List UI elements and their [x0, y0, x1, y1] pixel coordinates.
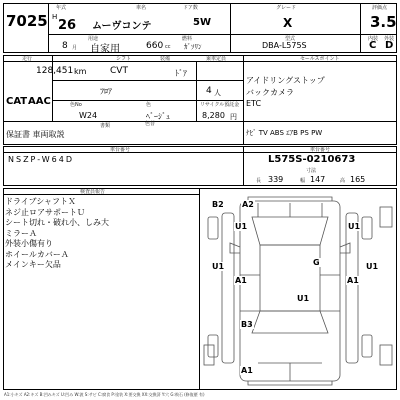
- equipment-cat: CAT: [6, 96, 28, 107]
- displacement-unit: cc: [165, 44, 171, 50]
- header-row-divider: [48, 34, 397, 35]
- damage-u1-center: U1: [297, 294, 310, 303]
- month-value: 8: [62, 41, 68, 51]
- documents-value: 保証書 車両取説: [6, 130, 65, 139]
- month-unit: 月: [72, 45, 78, 51]
- seats-value: 4: [206, 86, 212, 96]
- fuel-label: 燃料: [182, 36, 193, 42]
- color-label: 色: [146, 102, 152, 108]
- recycle-fee: 8,280: [202, 111, 225, 120]
- seating-label: 乗車定員: [206, 56, 227, 62]
- damage-a1-rear: A1: [241, 366, 253, 375]
- height-value: 165: [350, 175, 366, 184]
- recycle-unit: 円: [230, 113, 237, 121]
- model-code: DBA-L575S: [262, 41, 307, 50]
- sales-point-label: セールスポイント: [300, 56, 340, 62]
- damage-a2: A2: [242, 200, 254, 209]
- shift-type: ﾌﾛｱ: [100, 87, 112, 96]
- score-value: 3.5: [370, 13, 397, 31]
- interior-grade: C: [369, 40, 377, 51]
- damage-b3: B3: [241, 320, 253, 329]
- damage-u1-side-right: U1: [366, 262, 379, 271]
- width-value: 147: [310, 175, 326, 184]
- frame-label: 車台番号: [310, 147, 331, 153]
- damage-u1-right: U1: [348, 222, 361, 231]
- shift-label: シフト: [116, 56, 132, 62]
- doors-unit: ﾄﾞｱ: [175, 69, 187, 78]
- grade-value: X: [283, 16, 293, 30]
- color-code: W24: [79, 111, 98, 120]
- mileage-value: 128,451: [36, 66, 74, 76]
- car-diagram: [200, 195, 396, 390]
- documents-label: 書類: [100, 123, 111, 129]
- exterior-grade: D: [385, 40, 394, 51]
- body-row2: [52, 80, 243, 81]
- usage-value: 自家用: [90, 44, 120, 55]
- year-value: 26: [58, 18, 77, 33]
- length-value: 339: [268, 175, 284, 184]
- damage-u1-side-left: U1: [212, 262, 225, 271]
- color-no-label: 色No: [70, 102, 82, 108]
- chassis-code: NSZP-W64D: [8, 155, 75, 164]
- condition-2: ネジ止ロアサポートＵ: [5, 207, 85, 217]
- mileage-unit: km: [74, 67, 87, 76]
- condition-6: ホイールカバーＡ: [5, 249, 69, 259]
- options-value: ﾅﾋﾞ TV ABS ｴｱB PS PW: [246, 129, 323, 137]
- damage-u1-left: U1: [235, 222, 248, 231]
- era-mark: H: [52, 13, 58, 21]
- condition-3: シート切れ・破れ小、しみ大: [5, 218, 109, 227]
- dims-label: 寸法: [306, 168, 317, 174]
- usage-label: 用途: [88, 36, 99, 42]
- chassis-row: [3, 152, 397, 153]
- condition-label: 検査員報告: [80, 189, 106, 195]
- condition-4: ミラーＡ: [5, 228, 37, 238]
- chassis-label: 車台番号: [110, 147, 131, 153]
- frame-number: L575S-0210673: [268, 154, 356, 165]
- damage-a1-right: A1: [347, 276, 359, 285]
- displacement-value: 660: [146, 41, 164, 51]
- score-label: 評価点: [372, 5, 388, 11]
- year-label: 年式: [56, 5, 67, 11]
- body-row4: [3, 121, 243, 122]
- footer-legend: A1:小キズ A2:キズ B:凹みキズ U:凹み W:波 S:サビ C:腐食 P:塗装 X:要交換 XX:交換済 Y:穴 G:飛石 (修復歴 有): [4, 392, 205, 397]
- condition-7: メインキー欠品: [5, 260, 61, 269]
- doors-label: ドア数: [183, 5, 198, 11]
- options-row: [243, 121, 397, 122]
- score-divider: [360, 3, 361, 53]
- exterior-label: 外装: [384, 36, 395, 42]
- sales-point-3: ETC: [246, 99, 262, 108]
- equipment-aac: AAC: [28, 96, 51, 107]
- condition-1: ドライブシャフトＸ: [5, 197, 77, 206]
- width-prefix: 幅: [300, 178, 306, 184]
- mileage-label: 走行: [22, 56, 33, 62]
- equipment-label: 装備: [160, 56, 171, 62]
- seats-divider: [196, 61, 197, 121]
- model-divider: [230, 3, 231, 53]
- sales-point-2: バックカメラ: [246, 88, 294, 97]
- model-label: 型式: [285, 36, 296, 42]
- sales-point-divider: [243, 55, 244, 145]
- damage-g: G: [313, 258, 320, 267]
- car-name: ムーヴコンテ: [92, 21, 152, 32]
- length-prefix: 長: [256, 178, 262, 184]
- recycle-label: リサイクル預託金: [200, 102, 240, 108]
- fuel-value: ｶﾞｿﾘﾝ: [184, 43, 202, 51]
- color-name: ﾍﾞｰｼﾞｭ: [146, 112, 170, 121]
- color-change: 色替: [145, 121, 156, 127]
- damage-b2: B2: [212, 200, 224, 209]
- condition-5: 外装小傷有り: [5, 239, 53, 248]
- seats-unit: 人: [214, 89, 221, 97]
- grade-label: グレード: [276, 5, 297, 11]
- lot-number: 7025: [6, 12, 48, 30]
- car-name-label: 車名: [136, 5, 147, 11]
- height-prefix: 高: [340, 178, 346, 184]
- sales-point-1: アイドリングストップ: [246, 76, 325, 85]
- shift-value: CVT: [110, 66, 128, 76]
- interior-label: 内装: [368, 36, 379, 42]
- shift-divider: [52, 55, 53, 121]
- model-grade: 5W: [193, 17, 211, 28]
- damage-a1-left: A1: [235, 276, 247, 285]
- lot-divider: [48, 3, 49, 53]
